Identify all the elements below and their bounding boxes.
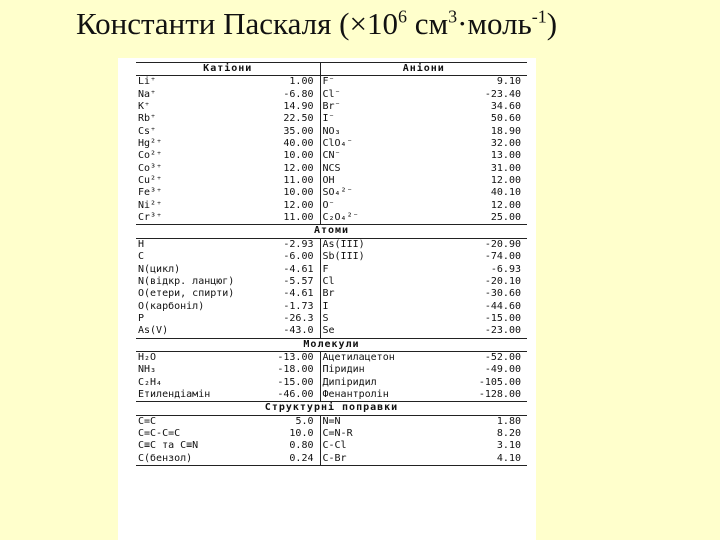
right-name: CN⁻: [320, 150, 440, 162]
header-row: [136, 63, 527, 76]
table-row: [136, 301, 527, 313]
right-name: Br: [320, 288, 440, 300]
left-name: Етилендіамін: [138, 388, 211, 400]
right-name: ClO₄⁻: [320, 138, 440, 150]
left-value: 11.00: [283, 175, 314, 187]
left-value: -43.0: [283, 325, 314, 337]
right-name: Se: [320, 325, 440, 338]
left-name: H₂O: [138, 351, 157, 363]
right-name: I⁻: [320, 113, 440, 125]
table-row: [136, 288, 527, 300]
table-row: [136, 440, 527, 452]
table-row: [136, 251, 527, 263]
table-row: [136, 377, 527, 389]
right-value: 12.00: [490, 175, 521, 187]
right-name: S: [320, 313, 440, 325]
table-row: [136, 351, 527, 364]
left-name: NH₃: [138, 364, 157, 376]
left-name: C=C-C=C: [138, 427, 181, 439]
left-value: -4.61: [283, 288, 314, 300]
right-value: -128.00: [478, 388, 521, 400]
table-row: [136, 364, 527, 376]
right-value: -30.60: [484, 288, 521, 300]
left-name: Co³⁺: [138, 162, 163, 174]
table-row: [136, 415, 527, 428]
left-name: Cr³⁺: [138, 212, 163, 224]
right-name: N=N: [320, 415, 440, 428]
left-name: O(карбоніл): [138, 300, 205, 312]
left-name: C: [138, 251, 145, 263]
left-value: 1.00: [289, 76, 314, 88]
right-value: 40.10: [490, 187, 521, 199]
pascal-constants-sheet: [118, 58, 536, 540]
right-value: 3.10: [496, 440, 521, 452]
left-name: N(цикл): [138, 263, 181, 275]
right-name: NO₃: [320, 126, 440, 138]
table-row: [136, 150, 527, 162]
slide-title: Константи Паскаля ($\times 10^6$ $см^3\cdot моль^{-1}$): [76, 6, 558, 41]
left-value: -26.3: [283, 312, 314, 324]
left-value: -18.00: [277, 364, 314, 376]
right-name: Піридин: [320, 364, 440, 376]
right-value: 12.00: [490, 199, 521, 211]
right-value: 13.00: [490, 150, 521, 162]
left-name: O(етери, спирти): [138, 288, 235, 300]
right-name: C-Br: [320, 453, 440, 466]
right-name: SO₄²⁻: [320, 187, 440, 199]
table-row: [136, 238, 527, 251]
table-row: [136, 325, 527, 338]
left-value: 14.90: [283, 101, 314, 113]
left-name: Rb⁺: [138, 113, 157, 125]
left-value: -5.57: [283, 275, 314, 287]
right-value: 4.10: [440, 453, 527, 466]
left-value: -4.61: [283, 263, 314, 275]
left-value: 11.00: [283, 212, 314, 224]
left-value: 10.00: [283, 187, 314, 199]
left-name: P: [138, 312, 145, 324]
right-value: 32.00: [490, 138, 521, 150]
table-row: [136, 101, 527, 113]
corrections-section-header: [136, 402, 527, 415]
table-row: [136, 389, 527, 402]
left-name: C(бензол): [136, 453, 262, 466]
right-name: C-Cl: [320, 440, 440, 452]
corrections-section-header-label: Структурні поправки: [136, 402, 527, 415]
right-name: OH: [320, 175, 440, 187]
right-value: 9.10: [496, 76, 521, 88]
left-value: -6.00: [283, 251, 314, 263]
left-value: 5.0: [295, 415, 314, 427]
atoms-section-header-label: Атоми: [136, 225, 527, 238]
right-value: -23.40: [484, 88, 521, 100]
table-row: [136, 163, 527, 175]
left-value: 0.24: [262, 453, 320, 466]
table-row: [136, 126, 527, 138]
table-row: [136, 428, 527, 440]
right-name: As(III): [320, 238, 440, 251]
right-name: F: [320, 264, 440, 276]
molecules-section-header: [136, 338, 527, 351]
left-value: 12.00: [283, 199, 314, 211]
left-name: Ni²⁺: [138, 199, 163, 211]
left-value: 0.80: [289, 440, 314, 452]
right-value: 34.60: [490, 101, 521, 113]
left-value: -15.00: [277, 376, 314, 388]
left-value: 10.0: [289, 427, 314, 439]
right-value: 50.60: [490, 113, 521, 125]
left-value: 12.00: [283, 162, 314, 174]
right-value: 18.90: [490, 125, 521, 137]
right-value: -74.00: [484, 251, 521, 263]
table-row: [136, 276, 527, 288]
left-name: Fe³⁺: [138, 187, 163, 199]
left-value: -6.80: [283, 88, 314, 100]
right-value: 8.20: [496, 427, 521, 439]
right-name: Sb(III): [320, 251, 440, 263]
right-name: Дипіридил: [320, 377, 440, 389]
left-value: 35.00: [283, 125, 314, 137]
left-value: -2.93: [283, 238, 314, 250]
right-value: -105.00: [478, 376, 521, 388]
table-row: [136, 313, 527, 325]
anions-header: Аніони: [320, 63, 527, 76]
left-value: 10.00: [283, 150, 314, 162]
right-value: -20.10: [484, 275, 521, 287]
left-name: Cs⁺: [138, 125, 157, 137]
table-row: [136, 453, 527, 466]
right-name: NCS: [320, 163, 440, 175]
table-row: [136, 187, 527, 199]
left-value: 40.00: [283, 138, 314, 150]
left-value: -46.00: [277, 388, 314, 400]
right-name: I: [320, 301, 440, 313]
right-value: -49.00: [484, 364, 521, 376]
right-name: Br⁻: [320, 101, 440, 113]
right-value: 31.00: [490, 162, 521, 174]
left-name: H: [138, 238, 145, 250]
right-name: C₂O₄²⁻: [320, 212, 440, 225]
left-name: Co²⁺: [138, 150, 163, 162]
table-row: [136, 76, 527, 89]
left-name: C=C: [138, 415, 157, 427]
right-value: -15.00: [484, 312, 521, 324]
left-name: Hg²⁺: [138, 138, 163, 150]
right-value: 25.00: [490, 212, 521, 224]
table-row: [136, 175, 527, 187]
pascal-constants-table: [136, 62, 527, 466]
right-name: C=N-R: [320, 428, 440, 440]
left-name: K⁺: [138, 101, 151, 113]
left-name: C₂H₄: [138, 376, 163, 388]
right-name: Cl: [320, 276, 440, 288]
right-name: O⁻: [320, 200, 440, 212]
left-value: -1.73: [283, 300, 314, 312]
left-value: 22.50: [283, 113, 314, 125]
right-value: -6.93: [490, 263, 521, 275]
cations-header: Катіони: [136, 63, 320, 76]
table-row: [136, 212, 527, 225]
molecules-section-header-label: Молекули: [136, 338, 527, 351]
right-value: -20.90: [484, 238, 521, 250]
left-name: N(відкр. ланцюг): [138, 275, 235, 287]
atoms-section-header: [136, 225, 527, 238]
right-name: Ацетилацетон: [320, 351, 440, 364]
right-value: -23.00: [484, 325, 521, 337]
left-name: C≡C та C≡N: [138, 440, 199, 452]
left-value: -13.00: [277, 351, 314, 363]
table-row: [136, 264, 527, 276]
table-row: [136, 89, 527, 101]
left-name: Na⁺: [138, 88, 157, 100]
table-row: [136, 138, 527, 150]
left-name: Cu²⁺: [138, 175, 163, 187]
right-name: F⁻: [320, 76, 440, 89]
right-value: -52.00: [484, 351, 521, 363]
table-row: [136, 200, 527, 212]
right-value: -44.60: [484, 300, 521, 312]
right-name: Фенантролін: [320, 389, 440, 402]
left-name: As(V): [138, 325, 169, 337]
table-row: [136, 113, 527, 125]
right-name: Cl⁻: [320, 89, 440, 101]
right-value: 1.80: [496, 415, 521, 427]
left-name: Li⁺: [138, 76, 157, 88]
